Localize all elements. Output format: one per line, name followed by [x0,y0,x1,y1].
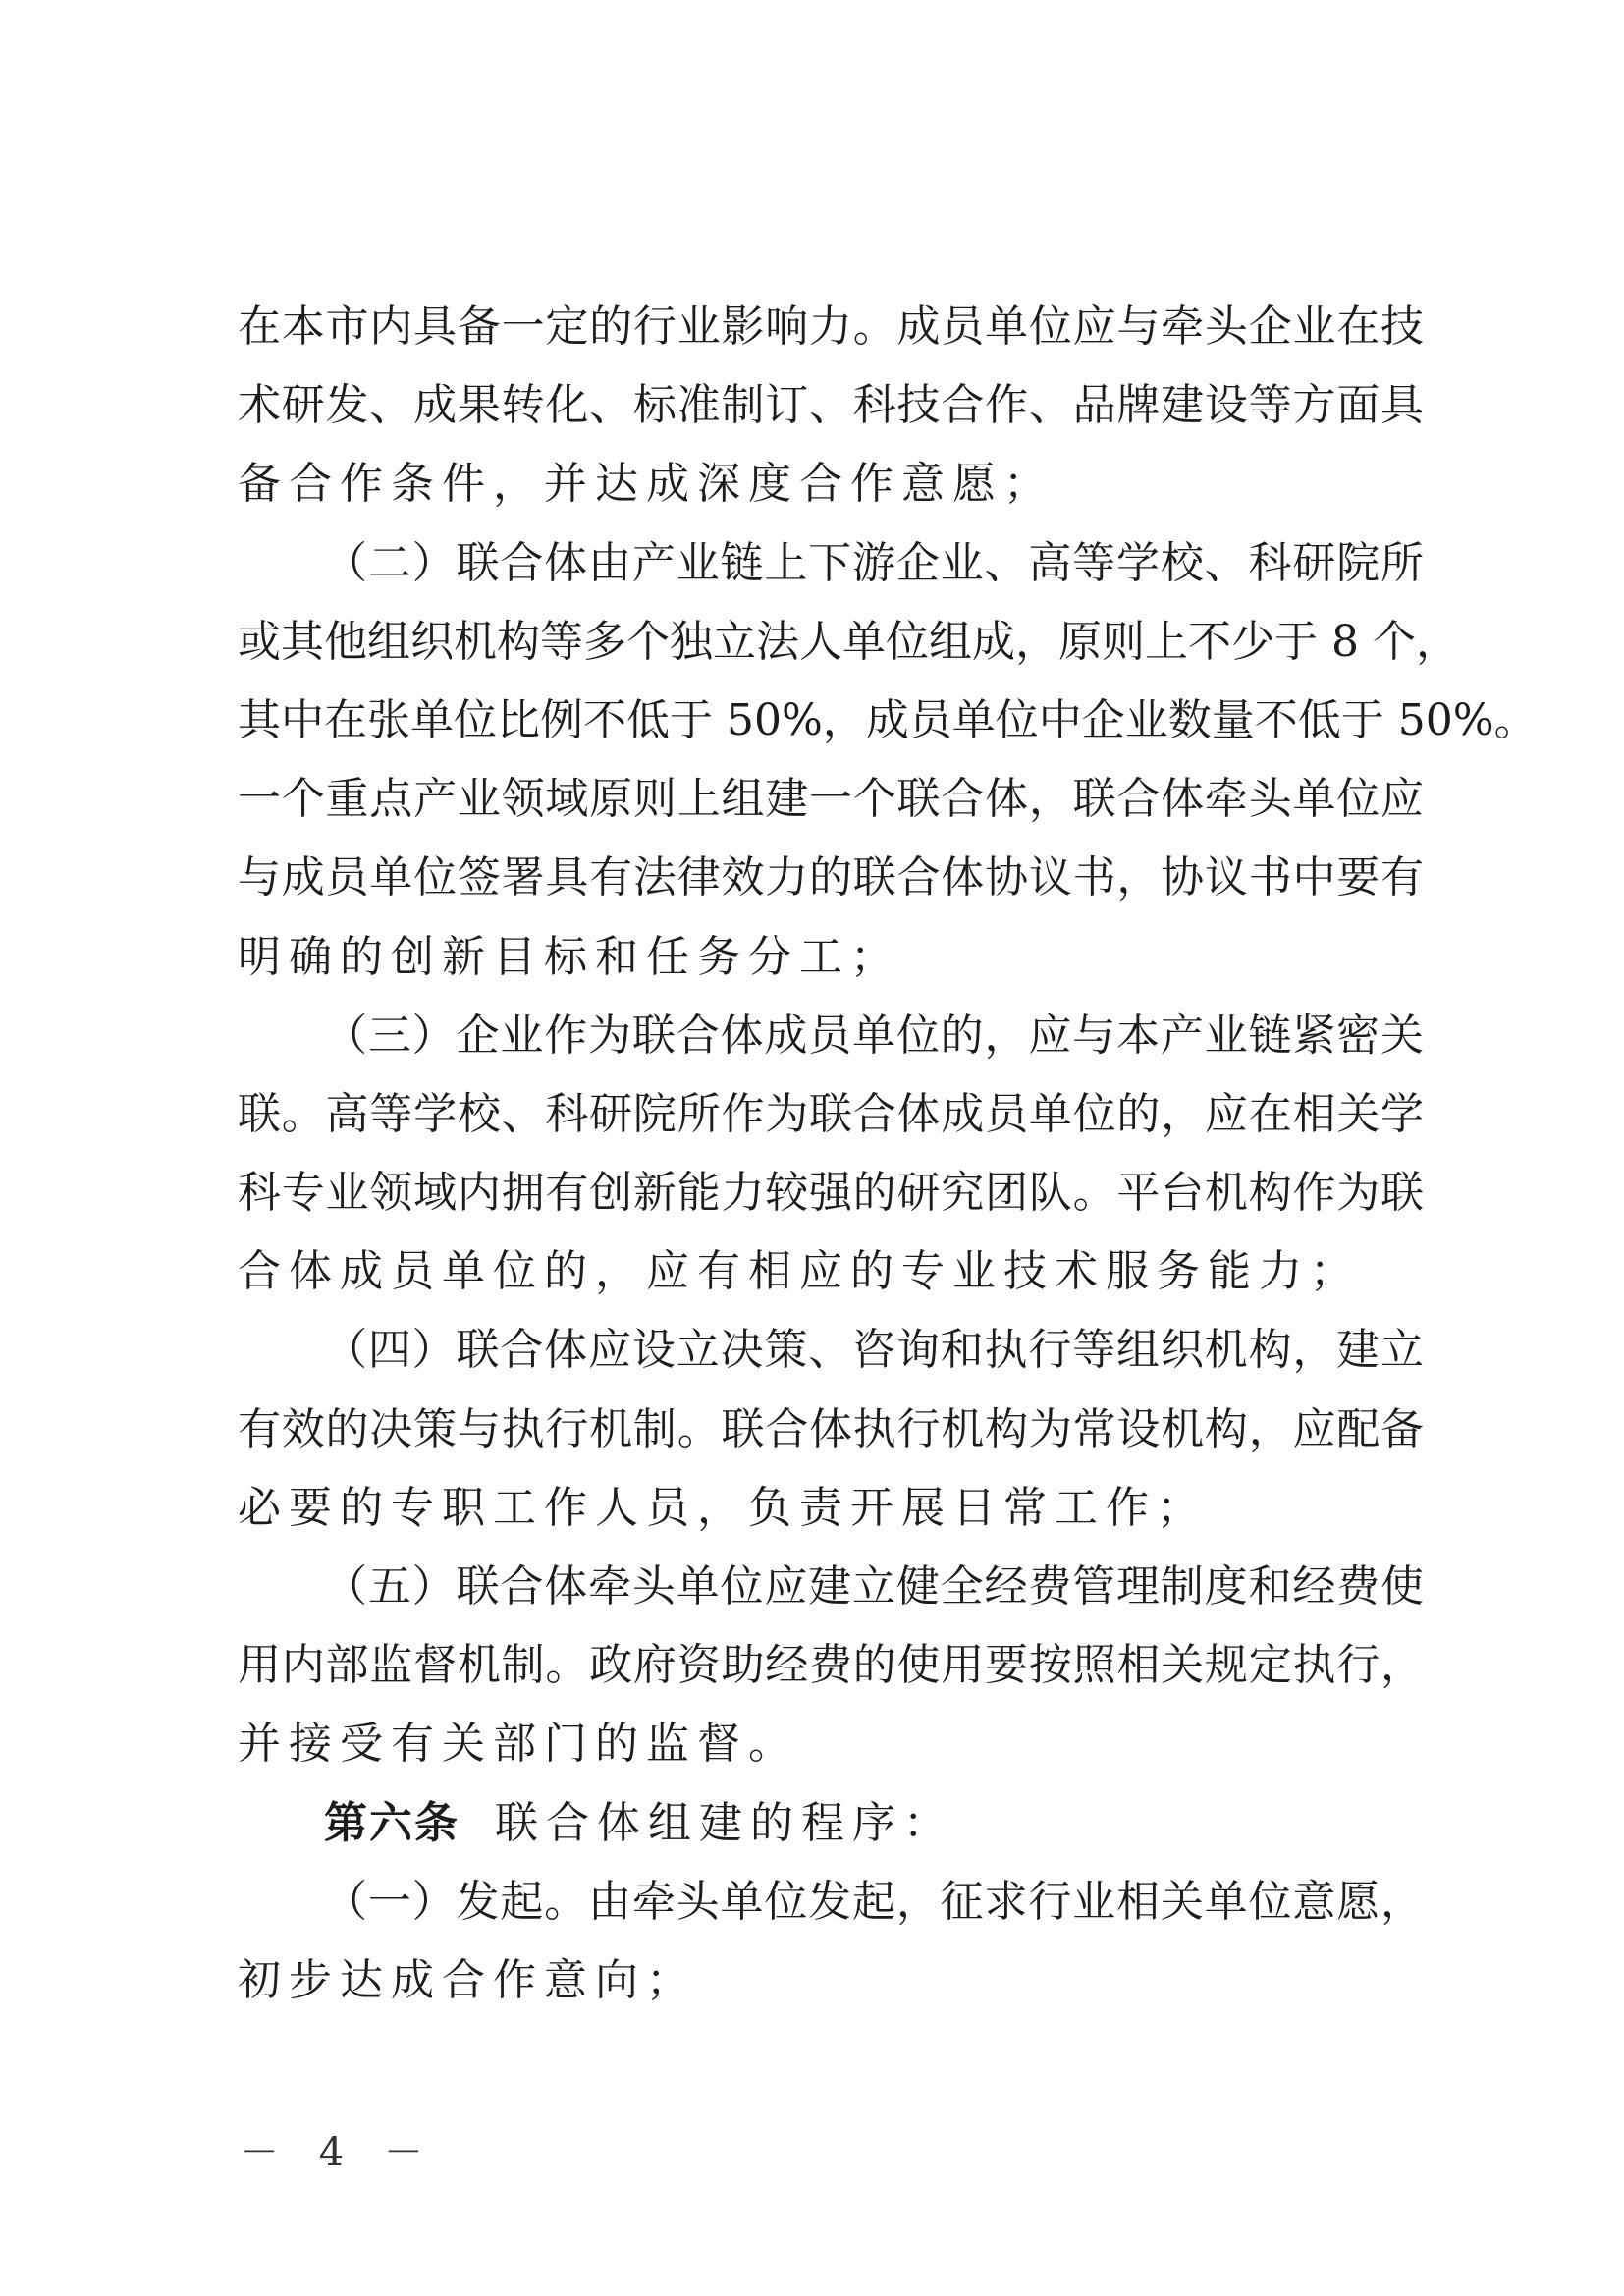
text-line: 一个重点产业领域原则上组建一个联合体，联合体牵头单位应 [238,774,1424,825]
text-line: （四）联合体应设立决策、咨询和执行等组织机构，建立 [324,1325,1424,1376]
text-line: （五）联合体牵头单位应建立健全经费管理制度和经费使 [324,1561,1424,1612]
text-line: 在本市内具备一定的行业影响力。成员单位应与牵头企业在技 [238,301,1424,352]
text-line: 科专业领域内拥有创新能力较强的研究团队。平台机构作为联 [238,1168,1424,1219]
text-line: 与成员单位签署具有法律效力的联合体协议书，协议书中要有 [238,852,1424,903]
text-line: （二）联合体由产业链上下游企业、高等学校、科研院所 [324,537,1424,588]
procedure-lines [238,1863,1424,2020]
text-line: 用内部监督机制。政府资助经费的使用要按照相关规定执行， [238,1640,1424,1691]
page-number: － 4 － [240,2130,437,2175]
text-line: 术研发、成果转化、标准制订、科技合作、品牌建设等方面具 [238,380,1424,431]
article-six-heading: 第六条 [324,1797,460,1848]
article-six-text: 联合体组建的程序： [495,1797,954,1848]
text-line: 其中在张单位比例不低于 50%，成员单位中企业数量不低于 50%。 [238,694,1538,745]
text-line: 合体成员单位的，应有相应的专业技术服务能力； [238,1246,1361,1297]
text-line: 必要的专职工作人员，负责开展日常工作； [238,1482,1208,1533]
text-line: （三）企业作为联合体成员单位的，应与本产业链紧密关 [324,1010,1424,1061]
text-line: 明确的创新目标和任务分工； [238,931,901,982]
text-line: 联。高等学校、科研院所作为联合体成员单位的，应在相关学 [238,1088,1424,1139]
paragraph-lines [238,288,1538,1784]
article-six-line [238,1784,1424,1863]
body-text [238,288,1538,2020]
text-line: 有效的决策与执行机制。联合体执行机构为常设机构，应配备 [238,1403,1424,1454]
text-line: 或其他组织机构等多个独立法人单位组成，原则上不少于 8 个， [238,616,1459,667]
text-line: 并接受有关部门的监督。 [238,1719,799,1770]
text-line: （一）发起。由牵头单位发起，征求行业相关单位意愿， [324,1876,1424,1927]
text-line: 备合作条件，并达成深度合作意愿； [238,459,1055,510]
text-line: 初步达成合作意向； [238,1954,697,2005]
